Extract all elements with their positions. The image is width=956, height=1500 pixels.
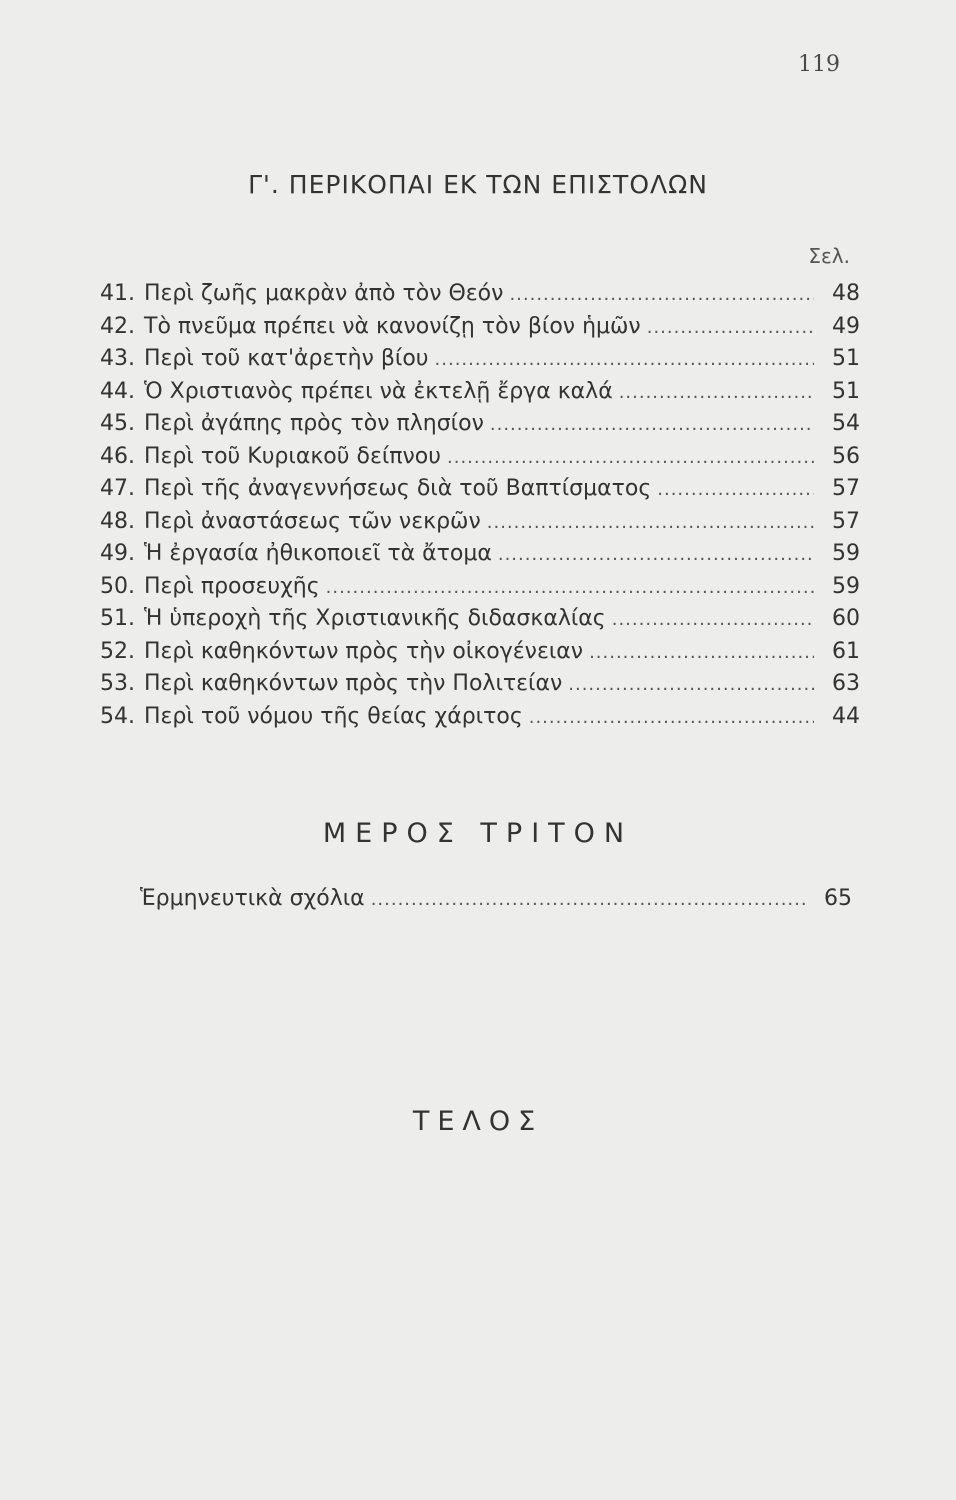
toc-entry bbox=[100, 408, 860, 441]
toc-entry-title: Περὶ τοῦ νόμου τῆς θείας χάριτος bbox=[144, 703, 523, 729]
toc-entry bbox=[100, 506, 860, 539]
toc-entry-title: Περὶ καθηκόντων πρὸς τὴν Πολιτείαν bbox=[144, 671, 563, 696]
toc-entry-page: 56 bbox=[832, 443, 860, 469]
dot-leader bbox=[509, 279, 814, 312]
toc-entry-title: Περὶ τοῦ κατ'ἀρετὴν βίου bbox=[144, 346, 429, 371]
toc-entry-title: Ὁ Χριστιανὸς πρέπει νὰ ἐκτελῇ ἔργα καλά bbox=[144, 378, 613, 404]
toc-entry-number: 47. bbox=[100, 476, 135, 501]
toc-entry-page: 59 bbox=[832, 573, 860, 599]
toc-entry-number: 43. bbox=[100, 346, 135, 371]
toc-entry-page: 61 bbox=[832, 638, 860, 664]
toc-entry-title: Περὶ προσευχῆς bbox=[144, 573, 320, 599]
dot-leader bbox=[487, 507, 814, 540]
end-heading: ΤΕΛΟΣ bbox=[412, 1106, 544, 1137]
dot-leader bbox=[435, 344, 814, 377]
dot-leader bbox=[490, 409, 814, 442]
toc-entry bbox=[100, 636, 860, 669]
toc-entry-page: 60 bbox=[832, 606, 860, 631]
toc-entry-page: 51 bbox=[832, 378, 860, 404]
toc-entry-page: 57 bbox=[832, 476, 860, 501]
toc-entry-page: 59 bbox=[832, 541, 860, 566]
toc-entry-title: Ἡ ἐργασία ἠθικοποιεῖ τὰ ἄτομα bbox=[144, 541, 492, 566]
dot-leader bbox=[498, 539, 814, 572]
table-of-contents bbox=[100, 278, 860, 733]
dot-leader bbox=[326, 572, 814, 605]
toc-entry-title: Ἑρμηνευτικὰ σχόλια bbox=[140, 886, 365, 911]
dot-leader bbox=[619, 377, 814, 410]
toc-entry-page: 63 bbox=[832, 671, 860, 696]
toc-entry-title: Περὶ ζωῆς μακρὰν ἀπὸ τὸν Θεόν bbox=[144, 281, 504, 306]
toc-entry-page: 44 bbox=[832, 703, 860, 729]
dot-leader bbox=[447, 442, 814, 475]
part-heading: ΜΕΡΟΣ ΤΡΙΤΟΝ bbox=[322, 818, 634, 849]
toc-entry bbox=[100, 343, 860, 376]
toc-entry bbox=[100, 441, 860, 474]
toc-entry bbox=[100, 668, 860, 701]
dot-leader bbox=[657, 474, 814, 507]
toc-entry-number: 53. bbox=[100, 671, 135, 696]
toc-entry bbox=[140, 882, 852, 917]
toc-entry bbox=[100, 603, 860, 636]
page-column-header: Σελ. bbox=[808, 244, 850, 268]
dot-leader bbox=[371, 883, 806, 917]
toc-entry bbox=[100, 311, 860, 344]
toc-entry-title: Περὶ καθηκόντων πρὸς τὴν οἰκογένειαν bbox=[144, 638, 584, 664]
toc-entry-title: Ἡ ὑπεροχὴ τῆς Χριστιανικῆς διδασκαλίας bbox=[144, 606, 606, 631]
toc-entry-page: 57 bbox=[832, 508, 860, 534]
toc-entry bbox=[100, 376, 860, 409]
dot-leader bbox=[647, 312, 814, 345]
toc-entry-number: 52. bbox=[100, 638, 135, 664]
page-number: 119 bbox=[798, 52, 840, 77]
toc-entry-number: 51. bbox=[100, 606, 135, 631]
toc-entry-page: 49 bbox=[832, 313, 860, 339]
toc-entry bbox=[100, 538, 860, 571]
toc-entry bbox=[100, 278, 860, 311]
toc-entry-title: Περὶ τοῦ Κυριακοῦ δείπνου bbox=[144, 443, 441, 469]
toc-entry-page: 51 bbox=[832, 346, 860, 371]
toc-entry-number: 49. bbox=[100, 541, 135, 566]
toc-entry-title: Περὶ ἀναστάσεως τῶν νεκρῶν bbox=[144, 508, 481, 534]
toc-entry-number: 44. bbox=[100, 378, 135, 404]
toc-entry-number: 41. bbox=[100, 281, 135, 306]
section-heading: Γ'. ΠΕΡΙΚΟΠΑΙ ΕΚ ΤΩΝ ΕΠΙΣΤΟΛΩΝ bbox=[248, 170, 708, 199]
dot-leader bbox=[568, 669, 814, 702]
toc-entry-title: Τὸ πνεῦμα πρέπει νὰ κανονίζῃ τὸν βίον ἡμῶν bbox=[144, 313, 641, 339]
dot-leader bbox=[529, 702, 814, 735]
dot-leader bbox=[612, 604, 814, 637]
toc-entry-number: 48. bbox=[100, 508, 135, 534]
toc-entry bbox=[100, 473, 860, 506]
toc-entry bbox=[100, 571, 860, 604]
toc-entry-number: 50. bbox=[100, 573, 135, 599]
toc-entry-title: Περὶ τῆς ἀναγεννήσεως διὰ τοῦ Βαπτίσματος bbox=[144, 476, 652, 501]
toc-entry-title: Περὶ ἀγάπης πρὸς τὸν πλησίον bbox=[144, 411, 484, 436]
toc-entry-number: 42. bbox=[100, 313, 135, 339]
toc-entry-number: 54. bbox=[100, 703, 135, 729]
toc-entry-number: 45. bbox=[100, 411, 135, 436]
toc-entry-number: 46. bbox=[100, 443, 135, 469]
toc-entry-page: 48 bbox=[832, 281, 860, 306]
toc-entry bbox=[100, 701, 860, 734]
toc-entry-page: 65 bbox=[824, 886, 852, 911]
toc-entry-page: 54 bbox=[832, 411, 860, 436]
dot-leader bbox=[589, 637, 814, 670]
